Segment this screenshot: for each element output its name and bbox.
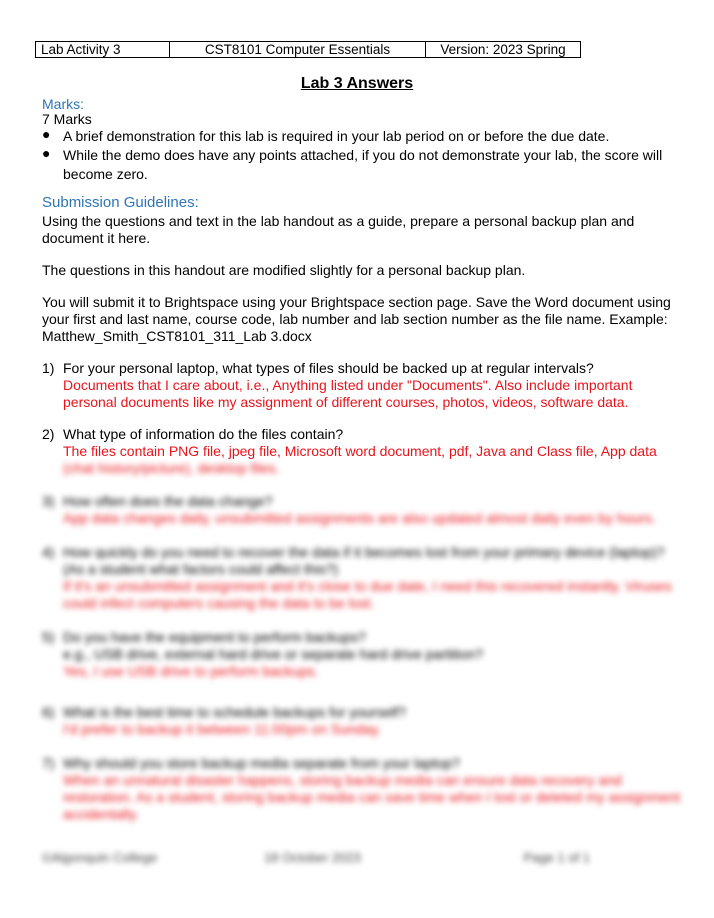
question-7: 7) Why should you store backup media separate from your laptop? When an unnatural disaster happens, storing backup media can ensure data recovery and restoration. As a student, storing backup media can save time when I lost or deleted my assignment accidentally. xyxy=(42,755,681,822)
submission-heading: Submission Guidelines: xyxy=(42,194,199,211)
question-5: 5) Do you have the equipment to perform backups? e.g., USB drive, external hard drive or separate hard drive partition? Yes, I use USB drive to perform backups. xyxy=(42,629,682,680)
marks-value: 7 Marks xyxy=(42,111,92,127)
question-note: e.g., USB drive, external hard drive or separate hard drive partition? xyxy=(63,646,484,662)
answer-text: (chat history/picture), desktop files. xyxy=(63,460,280,476)
question-note: (As a student what factors could affect this?) xyxy=(63,561,339,577)
question-text: What type of information do the files contain? xyxy=(63,426,344,442)
answer-text: When an unnatural disaster happens, storing backup media can ensure data recovery and restoration. As a student, storing backup media can save time when I lost or deleted my assignment accidentally. xyxy=(63,772,681,822)
answer-text: I'd prefer to backup it between 11:00pm on Sunday. xyxy=(63,721,382,737)
marks-heading: Marks: xyxy=(42,96,84,112)
footer-page-number: Page 1 of 1 xyxy=(523,850,590,865)
answer-text: Documents that I care about, i.e., Anything listed under "Documents". Also include important personal documents like my assignment of different courses, photos, videos, software data. xyxy=(63,377,633,410)
bullet-icon: ● xyxy=(42,145,51,161)
question-text: Why should you store backup media separate from your laptop? xyxy=(63,755,460,771)
header-table xyxy=(35,41,581,58)
footer-copyright: ©Algonquin College xyxy=(42,850,158,865)
question-text: How often does the data change? xyxy=(63,493,273,509)
question-text: Do you have the equipment to perform backups? xyxy=(63,629,366,645)
marks-bullet-list xyxy=(42,127,682,185)
question-6: 6) What is the best time to schedule backups for yourself? I'd prefer to backup it between 11:00pm on Sunday. xyxy=(42,704,682,738)
header-version: Version: 2023 Spring xyxy=(440,42,566,57)
submission-paragraph: Using the questions and text in the lab handout as a guide, prepare a personal backup plan and document it here. xyxy=(42,213,635,246)
list-item: ● While the demo does have any points attached, if you do not demonstrate your lab, the score will become zero. xyxy=(42,145,663,182)
question-1: 1) For your personal laptop, what types of files should be backed up at regular intervals? Documents that I care about, i.e., Anything listed under "Documents". Also include important personal documents like my assignment of different courses, photos, videos, software data. xyxy=(42,360,682,411)
answer-text: Yes, I use USB drive to perform backups. xyxy=(63,663,319,679)
header-course: CST8101 Computer Essentials xyxy=(170,42,426,57)
submission-paragraph: You will submit it to Brightspace using your Brightspace section page. Save the Word document using your first and last name, course code, lab number and lab section number as the file name. Example: Matthew_Smith_CST8101_311_Lab 3.docx xyxy=(42,294,671,344)
question-4: 4) How quickly do you need to recover the data if it becomes lost from your primary device (laptop)? (As a student what factors could affect this?) If it's an unsubmitted assignment and it's close to due date, I need this recovered instantly. Viruses could infect computers causing the data to be lost. xyxy=(42,544,682,612)
header-lab: Lab Activity 3 xyxy=(36,42,170,57)
page-title: Lab 3 Answers xyxy=(300,75,414,92)
submission-paragraph: The questions in this handout are modified slightly for a personal backup plan. xyxy=(42,262,526,278)
list-item: ● A brief demonstration for this lab is required in your lab period on or before the due date. xyxy=(42,126,610,144)
answer-text: The files contain PNG file, jpeg file, Microsoft word document, pdf, Java and Class file, App data xyxy=(63,443,657,459)
question-text: What is the best time to schedule backups for yourself? xyxy=(63,704,407,720)
bullet-icon: ● xyxy=(42,126,51,142)
question-text: How quickly do you need to recover the data if it becomes lost from your primary device (laptop)? xyxy=(63,544,665,560)
question-3: 3) How often does the data change? App data changes daily, unsubmitted assignments are also updated almost daily even by hours. xyxy=(42,493,682,527)
footer-date: 18 October 2023 xyxy=(264,850,361,865)
answer-text: If it's an unsubmitted assignment and it's close to due date, I need this recovered instantly. Viruses could infect computers causing the data to be lost. xyxy=(63,578,672,611)
question-text: For your personal laptop, what types of files should be backed up at regular intervals? xyxy=(63,360,594,376)
question-2: 2) What type of information do the files contain? The files contain PNG file, jpeg file, Microsoft word document, pdf, Java and Class file, App data (chat history/picture), desktop files. xyxy=(42,426,682,477)
answer-text: App data changes daily, unsubmitted assignments are also updated almost daily even by hours. xyxy=(63,510,656,526)
